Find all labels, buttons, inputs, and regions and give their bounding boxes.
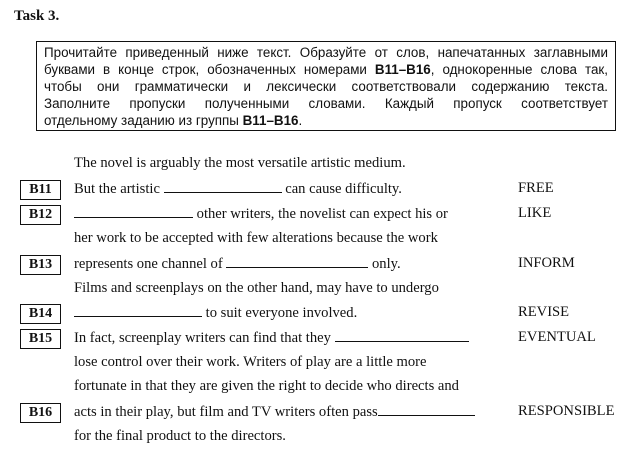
instruction-text: буквами в конце строк, обозначенных номерами bbox=[44, 62, 375, 77]
text-line-continuation: for the final product to the directors. bbox=[74, 428, 286, 444]
instruction-line-5 bbox=[44, 113, 302, 128]
task-range: B11–B16 bbox=[242, 113, 299, 128]
task-title: Task 3. bbox=[14, 8, 60, 24]
text-line-b11 bbox=[74, 180, 402, 198]
keyword-b13: INFORM bbox=[518, 255, 575, 271]
instruction-text: . bbox=[298, 113, 303, 128]
text-line-b15 bbox=[74, 329, 469, 347]
text-line-intro: The novel is arguably the most versatile artistic medium. bbox=[74, 155, 406, 171]
text-line-b13 bbox=[74, 255, 401, 273]
instruction-line-2 bbox=[44, 62, 608, 77]
answer-blank-b15[interactable] bbox=[335, 329, 469, 342]
text-fragment: represents one channel of bbox=[74, 256, 227, 272]
text-fragment: But the artistic bbox=[74, 181, 164, 197]
text-line-continuation: lose control over their work. Writers of play are a little more bbox=[74, 354, 427, 370]
answer-blank-b11[interactable] bbox=[164, 180, 282, 193]
instruction-text: отдельному заданию из группы bbox=[44, 113, 243, 128]
answer-blank-b14[interactable] bbox=[74, 304, 202, 317]
task-code-b11: B11 bbox=[20, 180, 61, 200]
answer-blank-b13[interactable] bbox=[226, 255, 368, 268]
text-line-continuation: Films and screenplays on the other hand, may have to undergo bbox=[74, 280, 439, 296]
text-fragment: In fact, screenplay writers can find that they bbox=[74, 330, 335, 346]
task-code-b15: B15 bbox=[20, 329, 61, 349]
instruction-text: , однокоренные слова так, bbox=[430, 62, 608, 77]
task-range: B11–B16 bbox=[374, 62, 431, 77]
task-code-b14: B14 bbox=[20, 304, 61, 324]
answer-blank-b16[interactable] bbox=[378, 403, 475, 416]
text-fragment: only. bbox=[368, 256, 401, 272]
text-fragment: to suit everyone involved. bbox=[202, 305, 358, 321]
text-line-continuation: her work to be accepted with few alterations because the work bbox=[74, 230, 438, 246]
instruction-line-3: чтобы они грамматически и лексически соответствовали содержанию текста. bbox=[44, 79, 608, 94]
text-line-b12 bbox=[74, 205, 448, 223]
text-line-continuation: fortunate in that they are given the right to decide who directs and bbox=[74, 378, 459, 394]
task-code-b16: B16 bbox=[20, 403, 61, 423]
text-fragment: acts in their play, but film and TV writers often pass bbox=[74, 404, 378, 420]
text-fragment: can cause difficulty. bbox=[281, 181, 402, 197]
instruction-line-1: Прочитайте приведенный ниже текст. Образуйте от слов, напечатанных заглавными bbox=[44, 45, 608, 60]
instruction-line-4: Заполните пропуски полученными словами. Каждый пропуск соответствует bbox=[44, 96, 608, 111]
keyword-b14: REVISE bbox=[518, 304, 570, 320]
task-code-b12: B12 bbox=[20, 205, 61, 225]
task-code-b13: B13 bbox=[20, 255, 61, 275]
text-line-b14 bbox=[74, 304, 357, 322]
keyword-b15: EVENTUAL bbox=[518, 329, 596, 345]
keyword-b16: RESPONSIBLE bbox=[518, 403, 615, 419]
answer-blank-b12[interactable] bbox=[74, 205, 193, 218]
keyword-b12: LIKE bbox=[518, 205, 552, 221]
text-line-b16 bbox=[74, 403, 475, 421]
text-fragment: other writers, the novelist can expect his or bbox=[193, 206, 448, 222]
keyword-b11: FREE bbox=[518, 180, 554, 196]
